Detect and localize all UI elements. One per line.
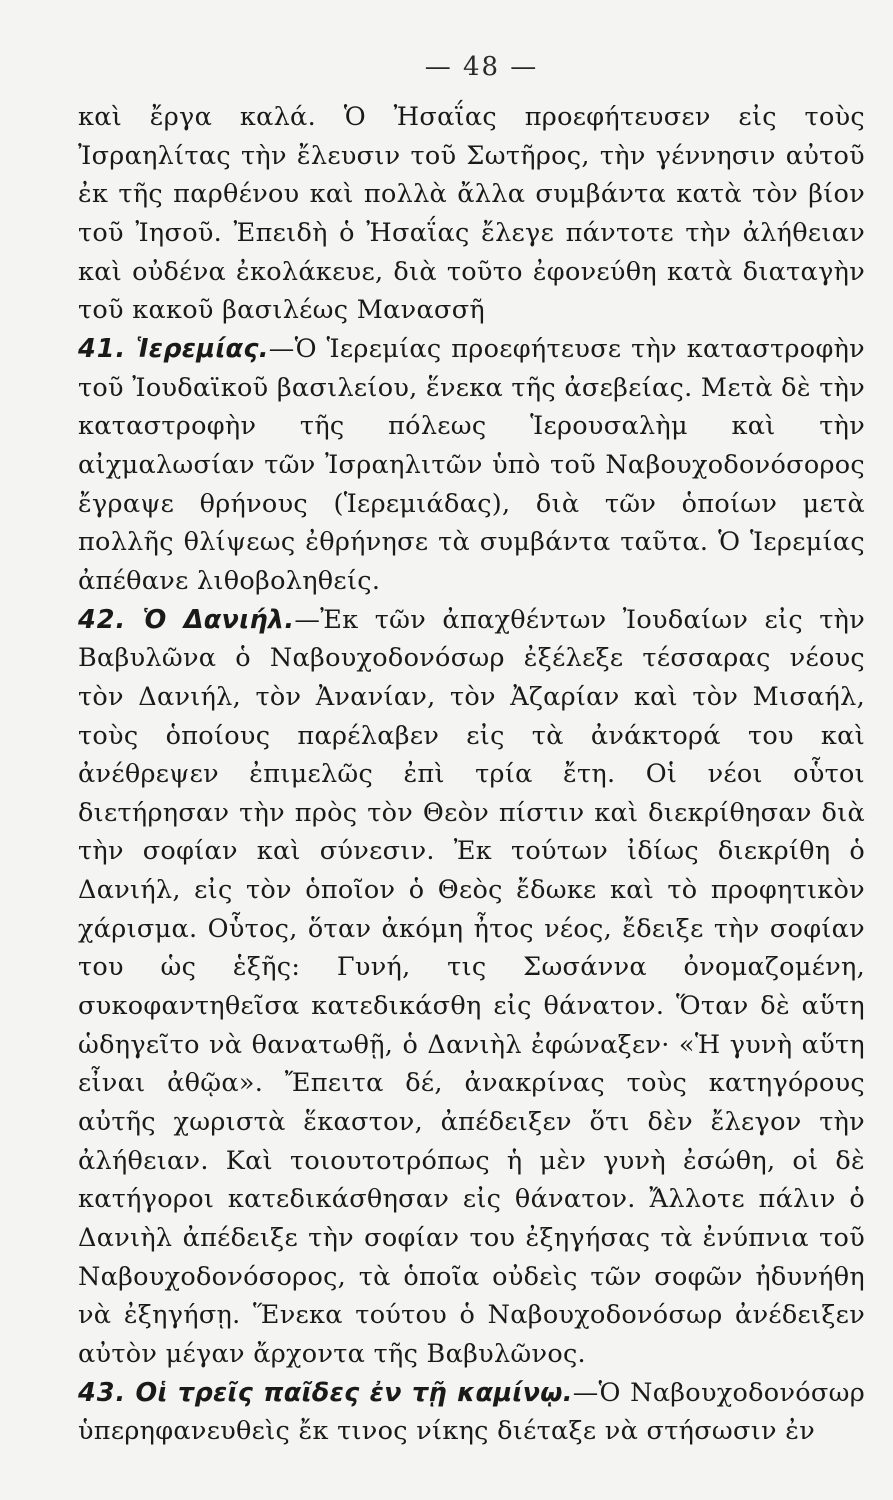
section-number: 42.	[78, 604, 127, 635]
section-text: —Ὁ Ναβουχοδονόσωρ ὑπερηφανευθεὶς ἔκ τινος νίκης διέταξε νὰ στήσωσιν ἐν	[78, 1377, 865, 1447]
section-number: 41.	[78, 333, 127, 364]
section-42	[78, 601, 865, 1374]
section-number: 43.	[78, 1377, 127, 1408]
intro-paragraph: καὶ ἔργα καλά. Ὁ Ἠσαΐας προεφήτευσεν εἰς τοὺς Ἰσραηλίτας τὴν ἔλευσιν τοῦ Σωτῆρος, τὴν γέννησιν αὐτοῦ ἐκ τῆς παρθένου καὶ πολλὰ ἄλλα συμβάντα κατὰ τὸν βίον τοῦ Ἰησοῦ. Ἐπειδὴ ὁ Ἠσαΐας ἔλεγε πάντοτε τὴν ἀλήθειαν καὶ οὐδένα ἐκολάκευε, διὰ τοῦτο ἐφονεύθη κατὰ διαταγὴν τοῦ κακοῦ βασιλέως Μανασσῆ	[78, 102, 865, 326]
section-text: —Ἐκ τῶν ἀπαχθέντων Ἰουδαίων εἰς τὴν Βαβυλῶνα ὁ Ναβουχοδονόσωρ ἐξέλεξε τέσσαρας νέους τὸν Δανιήλ, τὸν Ἀνανίαν, τὸν Ἀζαρίαν καὶ τὸν Μισαήλ, τοὺς ὁποίους παρέλαβεν εἰς τὰ ἀνάκτορά του καὶ ἀνέθρεψεν ἐπιμελῶς ἐπὶ τρία ἔτη. Οἱ νέοι οὗτοι διετήρησαν τὴν πρὸς τὸν Θεὸν πίστιν καὶ διεκρίθησαν διὰ τὴν σοφίαν καὶ σύνεσιν. Ἐκ τούτων ἰδίως διεκρίθη ὁ Δανιήλ, εἰς τὸν ὁποῖον ὁ Θεὸς ἔδωκε καὶ τὸ προφητικὸν χάρισμα. Οὗτος, ὅταν ἀκόμη ἦτος νέος, ἔδειξε τὴν σοφίαν του ὡς ἑξῆς: Γυνή, τις Σωσάννα ὀνομαζομένη, συκοφαντηθεῖσα κατεδικάσθη εἰς θάνατον. Ὅταν δὲ αὕτη ὡδηγεῖτο νὰ θανατωθῇ, ὁ Δανιὴλ ἐφώναξεν· «Ἡ γυνὴ αὕτη εἶναι ἀθῷα». Ἔπειτα δέ, ἀνακρίνας τοὺς κατηγόρους αὐτῆς χωριστὰ ἕκαστον, ἀπέδειξεν ὅτι δὲν ἔλεγον τὴν ἀλήθειαν. Καὶ τοιουτοτρόπως ἡ μὲν γυνὴ ἐσώθη, οἱ δὲ κατήγοροι κατεδικάσθησαν εἰς θάνατον. Ἄλλοτε πάλιν ὁ Δανιὴλ ἀπέδειξε τὴν σοφίαν του ἐξηγήσας τὰ ἐνύπνια τοῦ Ναβουχοδονόσορος, τὰ ὁποῖα οὐδεὶς τῶν σοφῶν ἠδυνήθη νὰ ἐξηγήσῃ. Ἕνεκα τούτου ὁ Ναβουχοδονόσωρ ἀνέδειξεν αὐτὸν μέγαν ἄρχοντα τῆς Βαβυλῶνος.	[78, 604, 866, 1369]
section-43	[78, 1374, 865, 1451]
section-41	[78, 330, 865, 601]
section-title: Ἱερεμίας.	[135, 333, 269, 364]
page-number: — 48 —	[424, 52, 539, 82]
page-body	[78, 98, 865, 1451]
section-title: Οἱ τρεῖς παῖδες ἐν τῇ καμίνῳ.	[135, 1377, 573, 1408]
section-text: —Ὁ Ἱερεμίας προεφήτευσε τὴν καταστροφὴν τοῦ Ἰουδαϊκοῦ βασιλείου, ἕνεκα τῆς ἀσεβείας. Μετὰ δὲ τὴν καταστροφὴν τῆς πόλεως Ἱερουσαλὴμ καὶ τὴν αἰχμαλωσίαν τῶν Ἰσραηλιτῶν ὑπὸ τοῦ Ναβουχοδονόσορος ἔγραψε θρήνους (Ἱερεμιάδας), διὰ τῶν ὁποίων μετὰ πολλῆς θλίψεως ἐθρήνησε τὰ συμβάντα ταῦτα. Ὁ Ἱερεμίας ἀπέθανε λιθοβοληθείς.	[78, 333, 865, 596]
section-title: Ὁ Δανιήλ.	[142, 604, 295, 635]
